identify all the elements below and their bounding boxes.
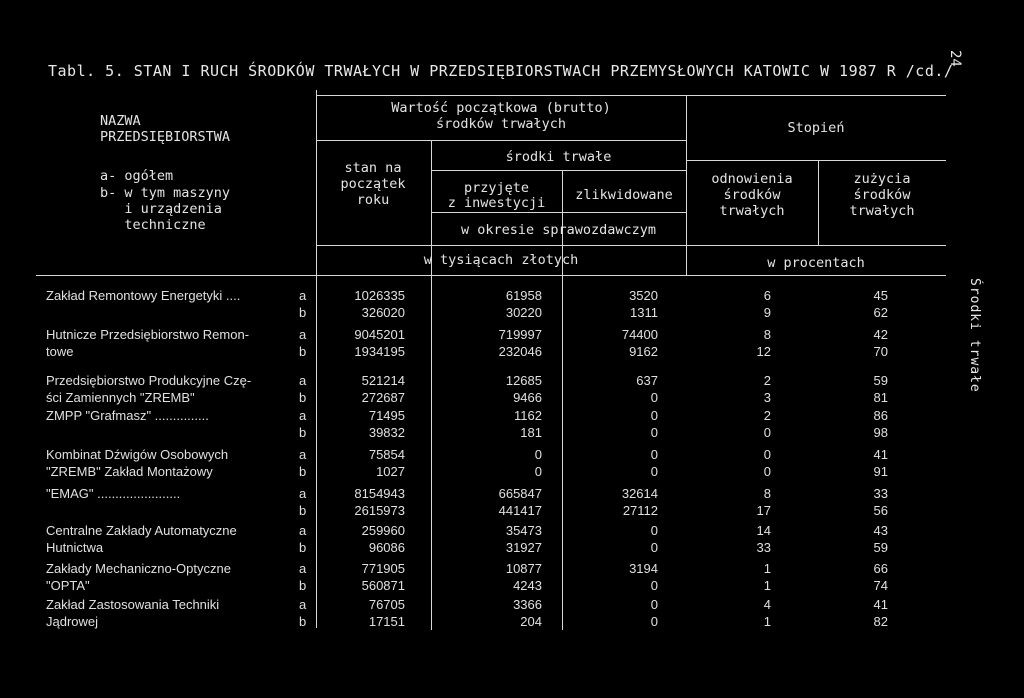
- table-cell: 326020: [361, 305, 405, 320]
- table-cell: 2: [763, 373, 771, 388]
- header-odnowienia-1: odnowienia: [711, 171, 793, 187]
- row-series-label: b: [299, 344, 307, 359]
- header-name-1: NAZWA: [100, 113, 141, 129]
- table-cell: 9466: [513, 390, 542, 405]
- table-cell: 35473: [505, 523, 542, 538]
- table-cell: 0: [650, 614, 658, 629]
- table-cell: 27112: [622, 503, 658, 518]
- table-cell: 0: [650, 597, 658, 612]
- table-cell: 31927: [505, 540, 542, 555]
- row-name: ZMPP "Grafmasz" ...............: [46, 408, 209, 423]
- header-zuzycia-1: zużycia: [853, 171, 911, 187]
- table-cell: 0: [650, 540, 658, 555]
- table-cell: 8154943: [354, 486, 405, 501]
- rule-v-value-right: [686, 95, 687, 245]
- rule-body-top: [36, 275, 946, 276]
- header-w-okresie: w okresie sprawozdawczym: [460, 222, 657, 238]
- header-value-2: środków trwałych: [435, 116, 567, 132]
- table-cell: 70: [873, 344, 888, 359]
- table-cell: 4243: [513, 578, 542, 593]
- header-stopien: Stopień: [787, 120, 845, 136]
- row-series-label: a: [299, 408, 307, 423]
- row-series-label: a: [299, 523, 307, 538]
- table-cell: 0: [650, 523, 658, 538]
- table-cell: 204: [520, 614, 542, 629]
- row-series-label: a: [299, 597, 307, 612]
- table-cell: 74: [873, 578, 888, 593]
- table-cell: 2: [763, 408, 771, 423]
- row-name: "EMAG" .......................: [46, 486, 181, 501]
- table-cell: 12685: [505, 373, 542, 388]
- table-cell: 30220: [505, 305, 542, 320]
- header-srodki-trwale: środki trwałe: [505, 149, 612, 165]
- table-cell: 1162: [514, 408, 542, 423]
- header-top-rule: [316, 95, 946, 96]
- table-cell: 0: [534, 447, 542, 462]
- table-cell: 39832: [368, 425, 405, 440]
- table-cell: 521214: [361, 373, 405, 388]
- table-cell: 62: [873, 305, 888, 320]
- table-cell: 665847: [498, 486, 542, 501]
- table-cell: 17151: [368, 614, 405, 629]
- table-cell: 719997: [498, 327, 542, 342]
- table-cell: 181: [520, 425, 542, 440]
- table-cell: 1934195: [354, 344, 405, 359]
- table-cell: 0: [534, 464, 542, 479]
- table-cell: 17: [756, 503, 771, 518]
- table-cell: 4: [763, 597, 771, 612]
- table-cell: 8: [763, 327, 771, 342]
- row-series-label: a: [299, 288, 307, 303]
- table-cell: 3520: [629, 288, 658, 303]
- header-legend-3: i urządzenia: [100, 201, 222, 217]
- table-cell: 0: [650, 390, 658, 405]
- row-name: towe: [46, 344, 74, 359]
- table-cell: 32614: [621, 486, 658, 501]
- table-cell: 0: [650, 425, 658, 440]
- table-cell: 0: [763, 464, 771, 479]
- row-name: Hutnicze Przedsiębiorstwo Remon-: [46, 327, 250, 342]
- header-przyjete-1: przyjęte: [463, 180, 530, 196]
- row-name: "ZREMB" Zakład Montażowy: [46, 464, 213, 479]
- rule-units: [316, 245, 946, 246]
- table-cell: 61958: [505, 288, 542, 303]
- table-cell: 3: [763, 390, 771, 405]
- row-series-label: a: [299, 486, 307, 501]
- table-cell: 771905: [361, 561, 405, 576]
- table-cell: 33: [873, 486, 888, 501]
- table-cell: 59: [873, 540, 888, 555]
- table-cell: 1: [763, 561, 771, 576]
- header-stan-1: stan na: [344, 160, 402, 176]
- page-number: 24: [947, 50, 963, 67]
- table-cell: 9162: [629, 344, 658, 359]
- rule-srodki: [431, 170, 686, 171]
- table-cell: 74400: [621, 327, 658, 342]
- rule-okresie: [431, 212, 686, 213]
- table-cell: 0: [763, 425, 771, 440]
- row-name: Hutnictwa: [46, 540, 104, 555]
- table-cell: 637: [636, 373, 658, 388]
- table-cell: 41: [873, 597, 888, 612]
- table-cell: 0: [650, 578, 658, 593]
- table-cell: 3194: [629, 561, 658, 576]
- table-cell: 33: [756, 540, 771, 555]
- table-cell: 0: [650, 447, 658, 462]
- table-cell: 1026335: [354, 288, 405, 303]
- table-cell: 66: [873, 561, 888, 576]
- table-cell: 45: [873, 288, 888, 303]
- table-cell: 1027: [376, 464, 405, 479]
- table-cell: 1311: [630, 305, 658, 320]
- table-cell: 0: [650, 464, 658, 479]
- table-cell: 14: [756, 523, 771, 538]
- header-zlikwidowane: zlikwidowane: [575, 187, 673, 203]
- row-series-label: b: [299, 614, 307, 629]
- row-name: Jądrowej: [46, 614, 99, 629]
- table-cell: 259960: [361, 523, 405, 538]
- table-cell: 81: [873, 390, 888, 405]
- header-stan-3: roku: [356, 192, 390, 208]
- row-series-label: a: [299, 561, 307, 576]
- table-cell: 59: [873, 373, 888, 388]
- row-series-label: b: [299, 305, 307, 320]
- rule-stopien: [686, 160, 946, 161]
- table-cell: 9: [763, 305, 771, 320]
- table-cell: 82: [873, 614, 888, 629]
- table-cell: 76705: [368, 597, 405, 612]
- table-cell: 232046: [498, 344, 542, 359]
- header-unit-percent: w procentach: [767, 255, 865, 271]
- table-cell: 272687: [361, 390, 405, 405]
- row-name: Zakład Zastosowania Techniki: [46, 597, 220, 612]
- header-odnowienia-2: środków: [723, 187, 781, 203]
- row-name: Przedsiębiorstwo Produkcyjne Czę-: [46, 373, 252, 388]
- header-zuzycia-3: trwałych: [849, 203, 915, 219]
- row-series-label: b: [299, 464, 307, 479]
- table-cell: 56: [873, 503, 888, 518]
- table-cell: 91: [873, 464, 888, 479]
- row-series-label: a: [299, 447, 307, 462]
- table-cell: 42: [873, 327, 888, 342]
- table-cell: 86: [873, 408, 888, 423]
- table-cell: 12: [756, 344, 771, 359]
- header-stan-2: początek: [340, 176, 406, 192]
- table-cell: 0: [650, 408, 658, 423]
- header-legend-1: a- ogółem: [100, 168, 174, 184]
- row-series-label: b: [299, 578, 307, 593]
- header-value-1: Wartość początkowa (brutto): [391, 100, 611, 116]
- table-cell: 96086: [368, 540, 405, 555]
- header-unit-money: w tysiącach złotych: [423, 252, 579, 268]
- header-name-2: PRZEDSIĘBIORSTWA: [100, 129, 231, 145]
- table-cell: 3366: [513, 597, 542, 612]
- table-cell: 1: [763, 614, 771, 629]
- table-cell: 43: [873, 523, 888, 538]
- table-cell: 0: [763, 447, 771, 462]
- table-cell: 560871: [361, 578, 405, 593]
- row-series-label: b: [299, 425, 307, 440]
- table-cell: 1: [763, 578, 771, 593]
- row-series-label: a: [299, 373, 307, 388]
- header-przyjete-2: z inwestycji: [447, 195, 546, 211]
- rule-v-przyjete: [562, 170, 563, 630]
- row-name: Centralne Zakłady Automatyczne: [46, 523, 237, 538]
- header-zuzycia-2: środków: [853, 187, 911, 203]
- table-title: Tabl. 5. STAN I RUCH ŚRODKÓW TRWAŁYCH W PRZEDSIĘBIORSTWACH PRZEMYSŁOWYCH KATOWIC W 1987 R /cd./: [48, 62, 954, 80]
- row-name: Zakład Remontowy Energetyki ....: [46, 288, 241, 303]
- table-cell: 41: [873, 447, 888, 462]
- table-cell: 10877: [505, 561, 542, 576]
- table-cell: 9045201: [354, 327, 405, 342]
- row-name: Zakłady Mechaniczno-Optyczne: [46, 561, 231, 576]
- row-series-label: b: [299, 540, 307, 555]
- header-odnowienia-3: trwałych: [719, 203, 785, 219]
- table-cell: 8: [763, 486, 771, 501]
- table-cell: 98: [873, 425, 888, 440]
- side-label: Środki trwałe: [967, 278, 982, 393]
- table-cell: 2615973: [354, 503, 405, 518]
- table-cell: 75854: [368, 447, 405, 462]
- row-series-label: a: [299, 327, 307, 342]
- row-name: ści Zamiennych "ZREMB": [46, 390, 195, 405]
- table-cell: 441417: [498, 503, 542, 518]
- table-cell: 71495: [368, 408, 405, 423]
- row-series-label: b: [299, 503, 307, 518]
- table-cell: 6: [763, 288, 771, 303]
- header-legend-2: b- w tym maszyny: [100, 185, 231, 201]
- header-legend-4: techniczne: [100, 217, 206, 233]
- row-name: "OPTA": [46, 578, 90, 593]
- rule-value-group: [316, 140, 686, 141]
- row-name: Kombinat Dźwigów Osobowych: [46, 447, 229, 462]
- row-series-label: b: [299, 390, 307, 405]
- rule-v-stan: [431, 140, 432, 630]
